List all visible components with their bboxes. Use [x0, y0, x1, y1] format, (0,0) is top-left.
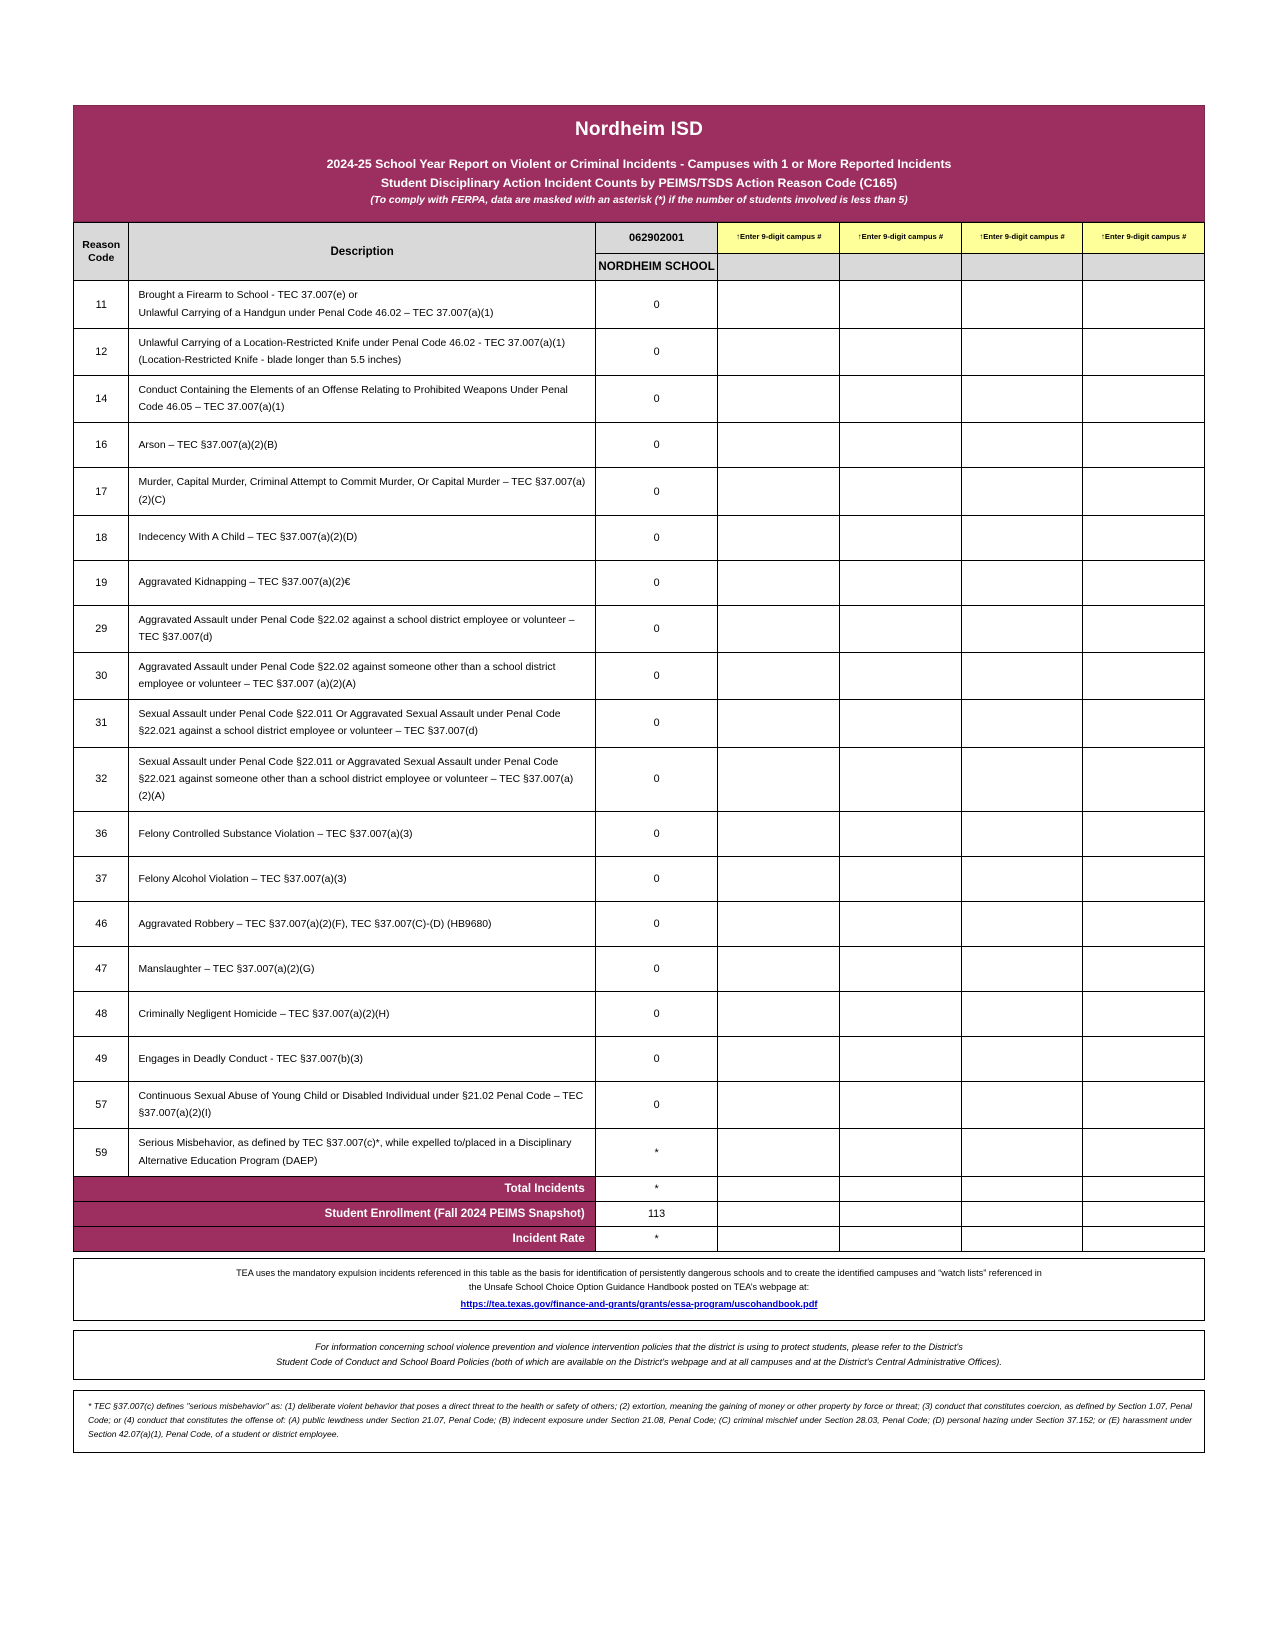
- policy-note-line1: For information concerning school violence prevention and violence intervention policies that the district is using to protect students, please refer to the District's: [315, 1341, 963, 1352]
- incident-count-cell[interactable]: 0: [595, 700, 718, 747]
- incident-count-cell[interactable]: 0: [595, 423, 718, 468]
- report-header-banner: [73, 105, 1205, 222]
- reason-code-cell: 59: [74, 1129, 129, 1176]
- description-cell: Arson – TEC §37.007(a)(2)(B): [129, 423, 595, 468]
- incident-count-cell-blank[interactable]: [840, 1037, 962, 1082]
- incident-counts-table: [73, 222, 1205, 1251]
- summary-value-blank[interactable]: [961, 1226, 1083, 1251]
- table-row: [74, 857, 1205, 902]
- header-campus-name-blank-1: [718, 254, 840, 281]
- reason-code-cell: 30: [74, 653, 129, 700]
- incident-count-cell-blank[interactable]: [1083, 812, 1205, 857]
- incident-count-cell-blank[interactable]: [840, 700, 962, 747]
- incident-count-cell-blank[interactable]: [840, 605, 962, 652]
- incident-count-cell-blank[interactable]: [961, 902, 1083, 947]
- summary-value-blank[interactable]: [840, 1201, 962, 1226]
- reason-code-cell: 12: [74, 328, 129, 375]
- incident-count-cell-blank[interactable]: [840, 947, 962, 992]
- incident-count-cell[interactable]: *: [595, 1129, 718, 1176]
- summary-value[interactable]: 113: [595, 1201, 718, 1226]
- incident-count-cell-blank[interactable]: [961, 700, 1083, 747]
- table-row: [74, 1037, 1205, 1082]
- incident-count-cell-blank[interactable]: [840, 747, 962, 811]
- incident-count-cell-blank[interactable]: [1083, 423, 1205, 468]
- summary-value-blank[interactable]: [961, 1201, 1083, 1226]
- incident-count-cell-blank[interactable]: [840, 1129, 962, 1176]
- incident-count-cell-blank[interactable]: [718, 902, 840, 947]
- summary-value-blank[interactable]: [1083, 1226, 1205, 1251]
- legal-note-text: * TEC §37.007(c) defines "serious misbehavior" as: (1) deliberate violent behavior that poses a direct threat to the health or safety of others; (2) extortion, meaning the gaining of money or other property by force or threat; (3) conduct that constitutes coercion, as defined by Section 1.07, Penal Code; or (4) conduct that constitutes the offense of: (A) public lewdness under Section 21.07, Penal Code; (B) indecent exposure under Section 21.08, Penal Code; (C) criminal mischief under Section 28.03, Penal Code; (D) personal hazing under Section 37.152; or (E) harassment under Section 42.07(a)(1), Penal Code, of a student or district employee.: [88, 1401, 1192, 1440]
- description-cell: Aggravated Kidnapping – TEC §37.007(a)(2)€: [129, 560, 595, 605]
- incident-count-cell-blank[interactable]: [961, 992, 1083, 1037]
- incident-count-cell-blank[interactable]: [961, 423, 1083, 468]
- incident-count-cell-blank[interactable]: [718, 992, 840, 1037]
- header-campus-name-blank-2: [840, 254, 962, 281]
- incident-count-cell-blank[interactable]: [840, 812, 962, 857]
- description-cell: Aggravated Assault under Penal Code §22.02 against a school district employee or volunteer – TEC §37.007(d): [129, 605, 595, 652]
- incident-count-cell[interactable]: 0: [595, 376, 718, 423]
- enter-campus-input-3[interactable]: [961, 223, 1083, 254]
- incident-count-cell[interactable]: 0: [595, 812, 718, 857]
- incident-count-cell-blank[interactable]: [840, 515, 962, 560]
- reason-code-cell: 37: [74, 857, 129, 902]
- reason-code-cell: 16: [74, 423, 129, 468]
- incident-count-cell-blank[interactable]: [718, 1037, 840, 1082]
- enter-campus-label-4: Enter 9-digit campus #: [1104, 232, 1187, 242]
- incident-count-cell-blank[interactable]: [840, 468, 962, 515]
- reason-code-cell: 36: [74, 812, 129, 857]
- incident-count-cell-blank[interactable]: [1083, 468, 1205, 515]
- incident-count-cell-blank[interactable]: [840, 653, 962, 700]
- table-body: [74, 281, 1205, 1251]
- reason-code-cell: 32: [74, 747, 129, 811]
- incident-count-cell-blank[interactable]: [840, 1082, 962, 1129]
- incident-count-cell-blank[interactable]: [1083, 376, 1205, 423]
- summary-label: Total Incidents: [74, 1176, 596, 1201]
- header-reason-code-line1: Reason: [82, 238, 121, 251]
- incident-count-cell-blank[interactable]: [840, 376, 962, 423]
- summary-value[interactable]: *: [595, 1176, 718, 1201]
- incident-count-cell[interactable]: 0: [595, 468, 718, 515]
- description-cell: Unlawful Carrying of a Location-Restricted Knife under Penal Code 46.02 - TEC 37.007(a)(1) (Location-Restricted Knife - blade longer than 5.5 inches): [129, 328, 595, 375]
- incident-count-cell-blank[interactable]: [1083, 902, 1205, 947]
- incident-count-cell[interactable]: 0: [595, 747, 718, 811]
- incident-count-cell-blank[interactable]: [961, 812, 1083, 857]
- description-cell: Sexual Assault under Penal Code §22.011 Or Aggravated Sexual Assault under Penal Code §22.021 against a school district employee or volunteer – TEC §37.007(d): [129, 700, 595, 747]
- ferpa-masking-note: (To comply with FERPA, data are masked with an asterisk (*) if the number of students involved is less than 5): [370, 194, 908, 206]
- incident-count-cell-blank[interactable]: [718, 1129, 840, 1176]
- incident-count-cell-blank[interactable]: [840, 281, 962, 328]
- incident-count-cell-blank[interactable]: [1083, 857, 1205, 902]
- incident-count-cell-blank[interactable]: [1083, 605, 1205, 652]
- incident-count-cell-blank[interactable]: [961, 605, 1083, 652]
- table-row: [74, 468, 1205, 515]
- reason-code-cell: 57: [74, 1082, 129, 1129]
- table-row: [74, 700, 1205, 747]
- uscohandbook-link[interactable]: https://tea.texas.gov/finance-and-grants/grants/essa-program/uscohandbook.pdf: [460, 1298, 818, 1309]
- district-title: Nordheim ISD: [574, 119, 704, 140]
- reason-code-cell: 17: [74, 468, 129, 515]
- incident-count-cell[interactable]: 0: [595, 902, 718, 947]
- table-row: [74, 653, 1205, 700]
- incident-count-cell-blank[interactable]: [961, 468, 1083, 515]
- summary-value-blank[interactable]: [718, 1176, 840, 1201]
- table-row: [74, 423, 1205, 468]
- enter-campus-input-1[interactable]: [718, 223, 840, 254]
- description-cell: Aggravated Assault under Penal Code §22.02 against someone other than a school district employee or volunteer – TEC §37.007 (a)(2)(A): [129, 653, 595, 700]
- reason-code-cell: 46: [74, 902, 129, 947]
- summary-value[interactable]: *: [595, 1226, 718, 1251]
- summary-value-blank[interactable]: [718, 1226, 840, 1251]
- incident-count-cell-blank[interactable]: [1083, 653, 1205, 700]
- table-row: [74, 605, 1205, 652]
- reason-code-cell: 49: [74, 1037, 129, 1082]
- enter-campus-input-4[interactable]: [1083, 223, 1205, 254]
- table-row: [74, 1129, 1205, 1176]
- up-arrow-icon: ↑: [1100, 232, 1105, 242]
- header-campus-name: NORDHEIM SCHOOL: [595, 254, 718, 281]
- summary-row: [74, 1226, 1205, 1251]
- incident-count-cell[interactable]: 0: [595, 947, 718, 992]
- incident-count-cell-blank[interactable]: [840, 902, 962, 947]
- incident-count-cell-blank[interactable]: [961, 1129, 1083, 1176]
- incident-count-cell[interactable]: 0: [595, 281, 718, 328]
- table-row: [74, 747, 1205, 811]
- description-cell: Criminally Negligent Homicide – TEC §37.007(a)(2)(H): [129, 992, 595, 1037]
- incident-count-cell-blank[interactable]: [718, 857, 840, 902]
- incident-count-cell-blank[interactable]: [961, 515, 1083, 560]
- description-cell: Indecency With A Child – TEC §37.007(a)(2)(D): [129, 515, 595, 560]
- incident-count-cell[interactable]: 0: [595, 1082, 718, 1129]
- incident-count-cell-blank[interactable]: [718, 747, 840, 811]
- incident-count-cell-blank[interactable]: [840, 992, 962, 1037]
- incident-count-cell-blank[interactable]: [961, 328, 1083, 375]
- incident-count-cell-blank[interactable]: [961, 857, 1083, 902]
- incident-count-cell-blank[interactable]: [718, 947, 840, 992]
- report-subtitle-line2: Student Disciplinary Action Incident Counts by PEIMS/TSDS Action Reason Code (C165): [380, 175, 898, 190]
- table-row: [74, 560, 1205, 605]
- description-cell: Manslaughter – TEC §37.007(a)(2)(G): [129, 947, 595, 992]
- district-policy-note: [73, 1330, 1205, 1380]
- enter-campus-label-3: Enter 9-digit campus #: [983, 232, 1065, 242]
- header-campus-id: 062902001: [595, 223, 718, 254]
- incident-count-cell-blank[interactable]: [840, 328, 962, 375]
- incident-count-cell-blank[interactable]: [961, 947, 1083, 992]
- table-row: [74, 947, 1205, 992]
- enter-campus-input-2[interactable]: [840, 223, 962, 254]
- reason-code-cell: 29: [74, 605, 129, 652]
- summary-value-blank[interactable]: [961, 1176, 1083, 1201]
- incident-count-cell-blank[interactable]: [961, 653, 1083, 700]
- reason-code-cell: 47: [74, 947, 129, 992]
- report-subtitle-line1: 2024-25 School Year Report on Violent or Criminal Incidents - Campuses with 1 or More Reported Incidents: [326, 156, 952, 171]
- header-reason-code-line2: Code: [88, 251, 115, 264]
- summary-value-blank[interactable]: [1083, 1176, 1205, 1201]
- up-arrow-icon: ↑: [857, 232, 862, 242]
- reason-code-cell: 11: [74, 281, 129, 328]
- incident-count-cell-blank[interactable]: [1083, 1037, 1205, 1082]
- table-row: [74, 902, 1205, 947]
- table-row: [74, 812, 1205, 857]
- summary-label: Incident Rate: [74, 1226, 596, 1251]
- incident-count-cell-blank[interactable]: [1083, 328, 1205, 375]
- summary-row: [74, 1201, 1205, 1226]
- description-cell: Felony Controlled Substance Violation – TEC §37.007(a)(3): [129, 812, 595, 857]
- header-description: Description: [129, 223, 595, 281]
- table-row: [74, 992, 1205, 1037]
- incident-count-cell[interactable]: 0: [595, 653, 718, 700]
- incident-count-cell-blank[interactable]: [1083, 700, 1205, 747]
- incident-count-cell-blank[interactable]: [718, 700, 840, 747]
- incident-count-cell-blank[interactable]: [1083, 747, 1205, 811]
- description-cell: Brought a Firearm to School - TEC 37.007(e) or Unlawful Carrying of a Handgun under Penal Code 46.02 – TEC 37.007(a)(1): [129, 281, 595, 328]
- table-header: [74, 223, 1205, 281]
- incident-count-cell[interactable]: 0: [595, 857, 718, 902]
- incident-count-cell[interactable]: 0: [595, 328, 718, 375]
- tea-usage-note: [73, 1258, 1205, 1321]
- table-row: [74, 1082, 1205, 1129]
- enter-campus-label-1: Enter 9-digit campus #: [740, 232, 822, 242]
- incident-count-cell-blank[interactable]: [718, 605, 840, 652]
- up-arrow-icon: ↑: [979, 232, 984, 242]
- table-row: [74, 328, 1205, 375]
- incident-count-cell-blank[interactable]: [718, 653, 840, 700]
- enter-campus-label-2: Enter 9-digit campus #: [861, 232, 944, 242]
- incident-count-cell-blank[interactable]: [1083, 947, 1205, 992]
- incident-count-cell-blank[interactable]: [718, 560, 840, 605]
- description-cell: Murder, Capital Murder, Criminal Attempt to Commit Murder, Or Capital Murder – TEC §37.007(a)(2)(C): [129, 468, 595, 515]
- summary-value-blank[interactable]: [1083, 1201, 1205, 1226]
- description-cell: Sexual Assault under Penal Code §22.011 or Aggravated Sexual Assault under Penal Code §22.021 against someone other than a school district employee or volunteer – TEC §37.007(a)(2)(A): [129, 747, 595, 811]
- reason-code-cell: 31: [74, 700, 129, 747]
- policy-note-line2: Student Code of Conduct and School Board Policies (both of which are available on the District's webpage and at all campuses and at the District's Central Administrative Offices).: [276, 1356, 1002, 1367]
- incident-count-cell-blank[interactable]: [961, 747, 1083, 811]
- incident-count-cell-blank[interactable]: [961, 560, 1083, 605]
- reason-code-cell: 19: [74, 560, 129, 605]
- incident-count-cell-blank[interactable]: [718, 328, 840, 375]
- incident-count-cell-blank[interactable]: [1083, 560, 1205, 605]
- incident-count-cell-blank[interactable]: [1083, 515, 1205, 560]
- incident-count-cell[interactable]: 0: [595, 1037, 718, 1082]
- incident-count-cell-blank[interactable]: [718, 281, 840, 328]
- incident-count-cell[interactable]: 0: [595, 560, 718, 605]
- incident-count-cell-blank[interactable]: [961, 1037, 1083, 1082]
- incident-count-cell-blank[interactable]: [961, 281, 1083, 328]
- summary-value-blank[interactable]: [718, 1201, 840, 1226]
- description-cell: Conduct Containing the Elements of an Offense Relating to Prohibited Weapons Under Penal Code 46.05 – TEC 37.007(a)(1): [129, 376, 595, 423]
- summary-label: Student Enrollment (Fall 2024 PEIMS Snapshot): [74, 1201, 596, 1226]
- description-cell: Continuous Sexual Abuse of Young Child or Disabled Individual under §21.02 Penal Code – TEC §37.007(a)(2)(I): [129, 1082, 595, 1129]
- description-cell: Felony Alcohol Violation – TEC §37.007(a)(3): [129, 857, 595, 902]
- incident-count-cell-blank[interactable]: [961, 1082, 1083, 1129]
- table-row: [74, 515, 1205, 560]
- incident-count-cell[interactable]: 0: [595, 992, 718, 1037]
- incident-count-cell-blank[interactable]: [718, 376, 840, 423]
- serious-misbehavior-definition-note: [73, 1390, 1205, 1453]
- up-arrow-icon: ↑: [736, 232, 740, 242]
- incident-count-cell-blank[interactable]: [718, 468, 840, 515]
- description-cell: Aggravated Robbery – TEC §37.007(a)(2)(F), TEC §37.007(C)-(D) (HB9680): [129, 902, 595, 947]
- incident-count-cell-blank[interactable]: [840, 423, 962, 468]
- incident-count-cell-blank[interactable]: [718, 1082, 840, 1129]
- header-campus-name-blank-4: [1083, 254, 1205, 281]
- header-reason-code: [74, 223, 129, 281]
- incident-count-cell-blank[interactable]: [961, 376, 1083, 423]
- incident-count-cell-blank[interactable]: [1083, 1129, 1205, 1176]
- incident-count-cell-blank[interactable]: [1083, 1082, 1205, 1129]
- header-campus-name-blank-3: [961, 254, 1083, 281]
- incident-count-cell[interactable]: 0: [595, 605, 718, 652]
- summary-value-blank[interactable]: [840, 1176, 962, 1201]
- summary-value-blank[interactable]: [840, 1226, 962, 1251]
- description-cell: Engages in Deadly Conduct - TEC §37.007(b)(3): [129, 1037, 595, 1082]
- description-cell: Serious Misbehavior, as defined by TEC §37.007(c)*, while expelled to/placed in a Disciplinary Alternative Education Program (DAEP): [129, 1129, 595, 1176]
- incident-count-cell-blank[interactable]: [1083, 992, 1205, 1037]
- table-row: [74, 376, 1205, 423]
- incident-count-cell-blank[interactable]: [840, 857, 962, 902]
- summary-row: [74, 1176, 1205, 1201]
- reason-code-cell: 18: [74, 515, 129, 560]
- table-row: [74, 281, 1205, 328]
- incident-count-cell[interactable]: 0: [595, 515, 718, 560]
- incident-count-cell-blank[interactable]: [718, 515, 840, 560]
- incident-count-cell-blank[interactable]: [718, 423, 840, 468]
- incident-count-cell-blank[interactable]: [1083, 281, 1205, 328]
- incident-count-cell-blank[interactable]: [718, 812, 840, 857]
- tea-note-line2: the Unsafe School Choice Option Guidance Handbook posted on TEA’s webpage at:: [468, 1281, 810, 1292]
- tea-note-line1: TEA uses the mandatory expulsion incidents referenced in this table as the basis for identification of persistently dangerous schools and to create the identified campuses and “watch lists” referenced in: [236, 1267, 1042, 1278]
- reason-code-cell: 14: [74, 376, 129, 423]
- reason-code-cell: 48: [74, 992, 129, 1037]
- incident-count-cell-blank[interactable]: [840, 560, 962, 605]
